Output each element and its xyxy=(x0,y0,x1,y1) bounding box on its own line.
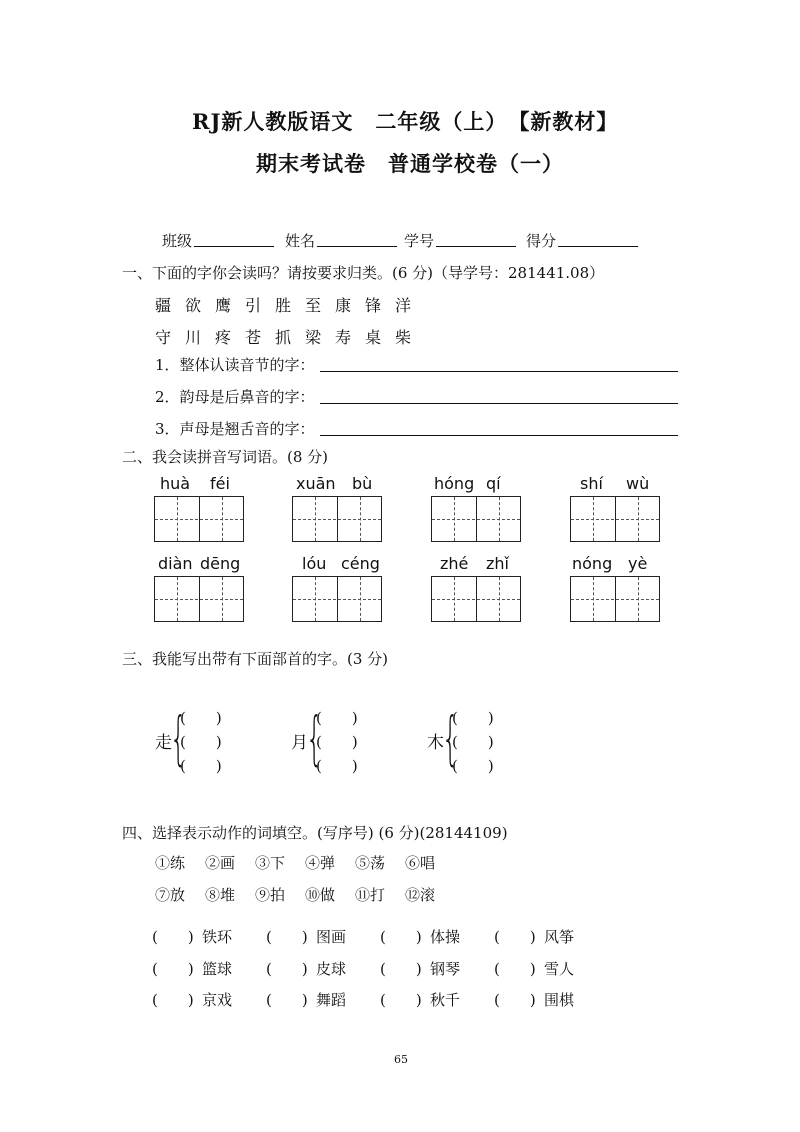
student-id-label: 学号 xyxy=(404,232,435,250)
option: ③下 xyxy=(255,854,286,872)
option: ⑫滚 xyxy=(405,886,436,904)
writing-grid[interactable] xyxy=(570,576,660,622)
pinyin: hóng xyxy=(434,474,475,493)
char: 疼 xyxy=(215,328,232,347)
answer-blank[interactable]: ( ) xyxy=(380,928,422,946)
char: 抓 xyxy=(275,328,292,347)
option: ②画 xyxy=(205,854,236,872)
fill-word: 钢琴 xyxy=(430,960,461,978)
pinyin: wù xyxy=(626,474,650,493)
answer-blank[interactable]: ( ) xyxy=(266,991,308,1009)
pinyin: nóng xyxy=(572,554,613,573)
answer-blank[interactable]: ( ) xyxy=(494,991,536,1009)
option: ⑤荡 xyxy=(355,854,386,872)
char: 寿 xyxy=(335,328,352,347)
q1-item-2-label: 2．韵母是后鼻音的字： xyxy=(155,388,315,406)
answer-blank[interactable]: ( ) xyxy=(380,960,422,978)
char: 引 xyxy=(245,296,262,315)
answer-blank[interactable]: ( ) xyxy=(452,709,494,727)
writing-grid[interactable] xyxy=(292,496,382,542)
score-label: 得分 xyxy=(526,232,557,250)
char: 苍 xyxy=(245,328,262,347)
score-field[interactable] xyxy=(558,246,638,247)
fill-word: 皮球 xyxy=(316,960,347,978)
answer-blank[interactable]: ( ) xyxy=(180,733,222,751)
q1-item-2-answer-line[interactable] xyxy=(320,403,678,404)
student-id-field[interactable] xyxy=(436,246,516,247)
q4-options-row-1 xyxy=(155,852,455,873)
name-field[interactable] xyxy=(317,246,397,247)
class-label: 班级 xyxy=(162,232,193,250)
answer-blank[interactable]: ( ) xyxy=(316,733,358,751)
option: ⑥唱 xyxy=(405,854,436,872)
fill-word: 风筝 xyxy=(544,928,575,946)
q1-item-3-answer-line[interactable] xyxy=(320,435,678,436)
pinyin: dēng xyxy=(200,554,241,573)
fill-word: 京戏 xyxy=(202,991,233,1009)
char: 柴 xyxy=(395,328,412,347)
writing-grid[interactable] xyxy=(154,576,244,622)
char: 疆 xyxy=(155,296,172,315)
pinyin: féi xyxy=(210,474,230,493)
q1-item-3-label: 3．声母是翘舌音的字： xyxy=(155,420,315,438)
q1-item-1-answer-line[interactable] xyxy=(320,371,678,372)
fill-word: 围棋 xyxy=(544,991,575,1009)
char: 锋 xyxy=(365,296,382,315)
pinyin: xuān xyxy=(296,474,336,493)
pinyin: bù xyxy=(352,474,373,493)
answer-blank[interactable]: ( ) xyxy=(316,757,358,775)
option: ⑦放 xyxy=(155,886,186,904)
pinyin: yè xyxy=(628,554,648,573)
radical: 走 xyxy=(155,733,172,753)
fill-word: 雪人 xyxy=(544,960,575,978)
answer-blank[interactable]: ( ) xyxy=(494,928,536,946)
fill-word: 舞蹈 xyxy=(316,991,347,1009)
answer-blank[interactable]: ( ) xyxy=(316,709,358,727)
q2-heading: 二、我会读拼音写词语。(8 分) xyxy=(122,448,329,466)
option: ⑪打 xyxy=(355,886,386,904)
q4-heading: 四、选择表示动作的词填空。(写序号) (6 分)(28144109) xyxy=(122,824,508,842)
paper-subtitle: 期末考试卷 普通学校卷（一） xyxy=(256,151,564,176)
option: ①练 xyxy=(155,854,186,872)
answer-blank[interactable]: ( ) xyxy=(152,928,194,946)
char: 洋 xyxy=(395,296,412,315)
pinyin: shí xyxy=(580,474,603,493)
answer-blank[interactable]: ( ) xyxy=(266,960,308,978)
brace-icon: { xyxy=(170,704,187,772)
option: ⑨拍 xyxy=(255,886,286,904)
writing-grid[interactable] xyxy=(570,496,660,542)
q1-heading: 一、下面的字你会读吗？请按要求归类。(6 分)（导学号：281441.08） xyxy=(122,264,605,282)
char: 守 xyxy=(155,328,172,347)
answer-blank[interactable]: ( ) xyxy=(266,928,308,946)
pinyin: zhǐ xyxy=(486,554,509,573)
radical: 月 xyxy=(291,733,308,753)
paper-title: RJ新人教版语文 二年级（上） 【新教材】 xyxy=(192,109,619,134)
pinyin: lóu xyxy=(302,554,327,573)
writing-grid[interactable] xyxy=(431,496,521,542)
char: 鹰 xyxy=(215,296,232,315)
pinyin: diàn xyxy=(158,554,193,573)
class-field[interactable] xyxy=(194,246,274,247)
option: ⑩做 xyxy=(305,886,336,904)
radical: 木 xyxy=(427,733,444,753)
pinyin: huà xyxy=(160,474,191,493)
writing-grid[interactable] xyxy=(431,576,521,622)
pinyin: zhé xyxy=(440,554,469,573)
name-label: 姓名 xyxy=(285,232,316,250)
answer-blank[interactable]: ( ) xyxy=(452,757,494,775)
answer-blank[interactable]: ( ) xyxy=(180,757,222,775)
answer-blank[interactable]: ( ) xyxy=(152,991,194,1009)
fill-word: 体操 xyxy=(430,928,461,946)
brace-icon: { xyxy=(442,704,459,772)
brace-icon: { xyxy=(306,704,323,772)
fill-word: 篮球 xyxy=(202,960,233,978)
pinyin: qí xyxy=(486,474,501,493)
fill-word: 铁环 xyxy=(202,928,233,946)
answer-blank[interactable]: ( ) xyxy=(152,960,194,978)
writing-grid[interactable] xyxy=(292,576,382,622)
answer-blank[interactable]: ( ) xyxy=(494,960,536,978)
page-number: 65 xyxy=(394,1053,408,1066)
answer-blank[interactable]: ( ) xyxy=(452,733,494,751)
answer-blank[interactable]: ( ) xyxy=(180,709,222,727)
pinyin: céng xyxy=(341,554,380,573)
char: 梁 xyxy=(305,328,322,347)
writing-grid[interactable] xyxy=(154,496,244,542)
char: 康 xyxy=(335,296,352,315)
q4-options-row-2 xyxy=(155,884,455,905)
option: ④弹 xyxy=(305,854,336,872)
q3-heading: 三、我能写出带有下面部首的字。(3 分) xyxy=(122,650,389,668)
option: ⑧堆 xyxy=(205,886,236,904)
char: 胜 xyxy=(275,296,292,315)
char: 欲 xyxy=(185,296,202,315)
fill-word: 图画 xyxy=(316,928,347,946)
q1-item-1-label: 1．整体认读音节的字： xyxy=(155,356,315,374)
char: 川 xyxy=(185,328,202,347)
answer-blank[interactable]: ( ) xyxy=(380,991,422,1009)
char: 至 xyxy=(305,296,322,315)
fill-word: 秋千 xyxy=(430,991,461,1009)
q1-char-row-1 xyxy=(155,293,425,316)
char: 桌 xyxy=(365,328,382,347)
q1-char-row-2 xyxy=(155,325,425,348)
